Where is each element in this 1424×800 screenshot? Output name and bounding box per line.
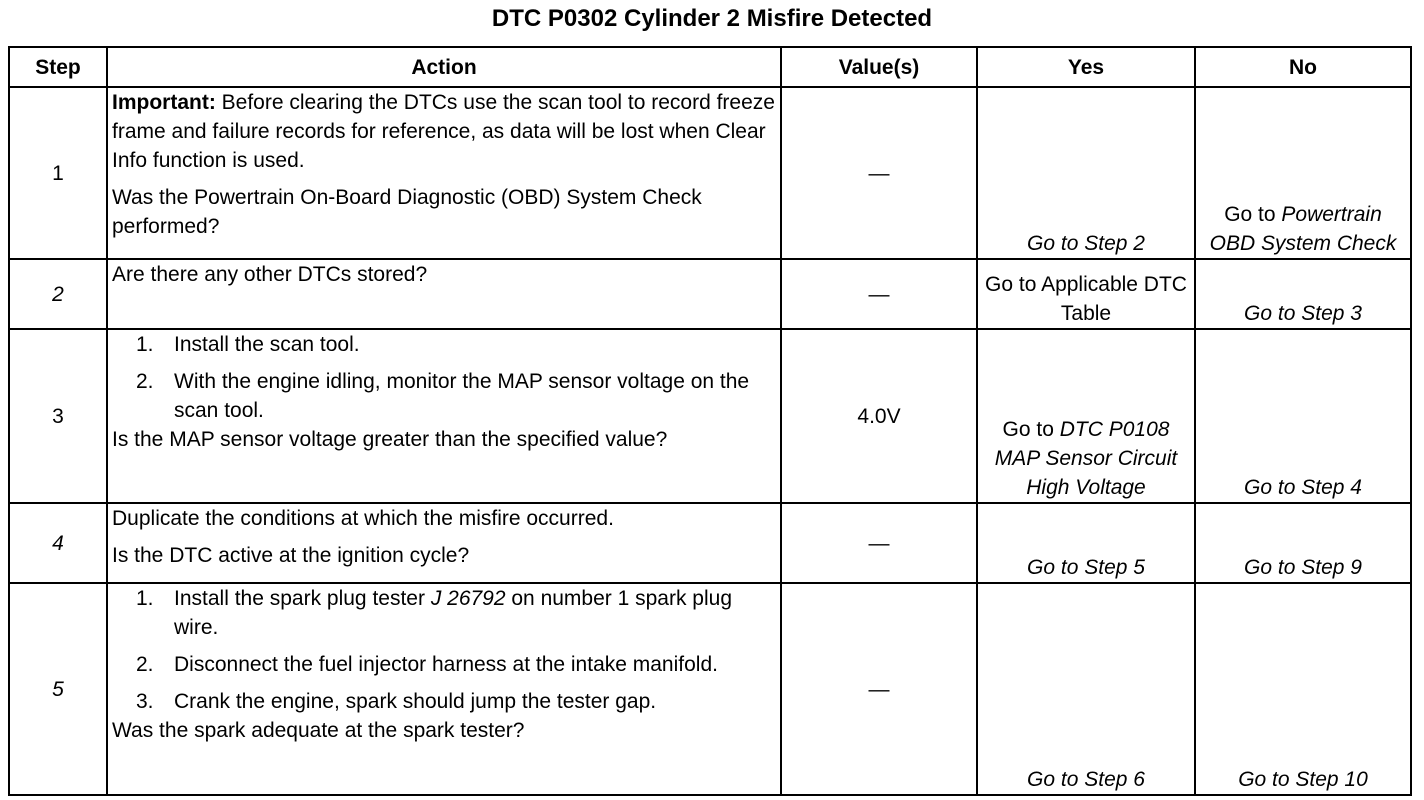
no-prefix: Go to — [1224, 203, 1282, 226]
yes-link[interactable]: Go to Step 2 — [977, 87, 1195, 259]
table-row — [9, 329, 1411, 503]
step-number: 2 — [9, 259, 107, 329]
no-link[interactable]: Go to Step 9 — [1195, 503, 1411, 583]
action-question: Was the spark adequate at the spark tester? — [112, 719, 525, 742]
no-link[interactable] — [1195, 87, 1411, 259]
action-cell — [107, 259, 781, 329]
header-no: No — [1195, 47, 1411, 87]
value-cell: — — [781, 259, 977, 329]
header-values: Value(s) — [781, 47, 977, 87]
header-step: Step — [9, 47, 107, 87]
value-cell: — — [781, 503, 977, 583]
action-cell — [107, 503, 781, 583]
action-cell — [107, 329, 781, 503]
step-number: 4 — [9, 503, 107, 583]
header-yes: Yes — [977, 47, 1195, 87]
no-link[interactable]: Go to Step 3 — [1195, 259, 1411, 329]
important-label: Important: — [112, 91, 216, 114]
yes-link[interactable]: Go to Applicable DTC Table — [977, 259, 1195, 329]
list-item: 1. Install the scan tool. — [136, 333, 360, 356]
yes-link[interactable]: Go to Step 6 — [977, 583, 1195, 795]
step-number: 5 — [9, 583, 107, 795]
table-row — [9, 503, 1411, 583]
action-steps — [112, 330, 776, 425]
table-row — [9, 583, 1411, 795]
important-note — [112, 88, 776, 175]
action-cell — [107, 583, 781, 795]
action-question: Are there any other DTCs stored? — [112, 263, 428, 286]
value-cell: — — [781, 87, 977, 259]
page-title: DTC P0302 Cylinder 2 Misfire Detected — [491, 5, 933, 32]
no-link[interactable]: Go to Step 10 — [1195, 583, 1411, 795]
important-text: Before clearing the DTCs use the scan tool to record freeze frame and failure records for reference, as data will be lost when Clear Info function is used. — [112, 91, 775, 172]
value-cell: — — [781, 583, 977, 795]
table-row — [9, 259, 1411, 329]
table-row — [9, 87, 1411, 259]
action-text: Duplicate the conditions at which the misfire occurred. — [112, 507, 614, 530]
list-item: 2. Disconnect the fuel injector harness at the intake manifold. — [136, 653, 718, 676]
no-link[interactable]: Go to Step 4 — [1195, 329, 1411, 503]
table-header-row — [9, 47, 1411, 87]
value-cell: 4.0V — [781, 329, 977, 503]
action-question: Was the Powertrain On-Board Diagnostic (OBD) System Check performed? — [112, 186, 702, 238]
no-link-text[interactable]: Powertrain OBD System Check — [1209, 203, 1397, 255]
list-item: 3. Crank the engine, spark should jump the tester gap. — [136, 690, 657, 713]
step-number: 1 — [9, 87, 107, 259]
yes-prefix: Go to — [1002, 418, 1060, 441]
tool-number: J 26792 — [430, 587, 506, 610]
list-item: 1. Install the spark plug tester J 26792 on number 1 spark plug wire. — [136, 587, 733, 639]
action-question: Is the DTC active at the ignition cycle? — [112, 544, 470, 567]
diagnostic-table — [8, 46, 1412, 796]
list-item: 2. With the engine idling, monitor the MAP sensor voltage on the scan tool. — [136, 370, 750, 422]
action-question: Is the MAP sensor voltage greater than the specified value? — [112, 428, 668, 451]
action-cell — [107, 87, 781, 259]
yes-link-text[interactable]: DTC P0108 MAP Sensor Circuit High Voltage — [994, 418, 1178, 499]
yes-link[interactable]: Go to Step 5 — [977, 503, 1195, 583]
yes-link[interactable] — [977, 329, 1195, 503]
header-action: Action — [107, 47, 781, 87]
step-number: 3 — [9, 329, 107, 503]
action-steps — [112, 584, 776, 716]
